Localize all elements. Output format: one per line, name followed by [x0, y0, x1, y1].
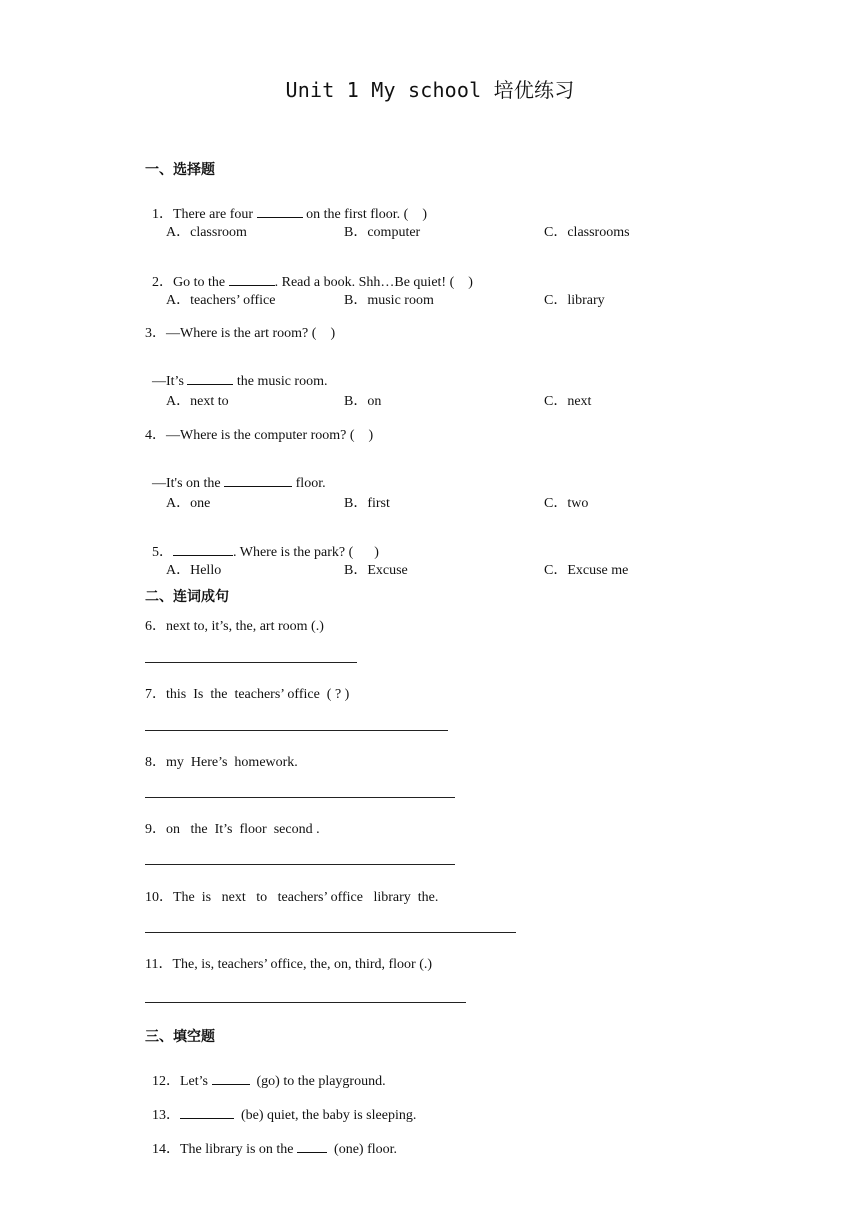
question-2: [145, 255, 473, 291]
question-8: 8．my Here’s homework.: [145, 755, 298, 770]
question-10: 10．The is next to teachers’ office library the.: [145, 890, 439, 905]
question-4-answer-line: [145, 458, 326, 492]
question-7: 7．this Is the teachers’ office ( ? ): [145, 687, 350, 702]
option-a[interactable]: A．teachers’ office: [166, 293, 276, 308]
answer-blank[interactable]: [297, 1140, 327, 1153]
question-text: on the first floor. ( ): [302, 207, 427, 222]
question-13: [145, 1088, 416, 1124]
option-c[interactable]: C．next: [544, 394, 592, 409]
option-a[interactable]: A．one: [166, 496, 211, 511]
option-a[interactable]: A．next to: [166, 394, 229, 409]
option-b[interactable]: B．on: [344, 394, 382, 409]
question-text: 12．Let’s: [152, 1074, 212, 1089]
section-heading-fill: 三、填空题: [145, 1029, 215, 1045]
answer-line[interactable]: [145, 1002, 466, 1003]
question-text: 14．The library is on the: [152, 1142, 298, 1157]
answer-blank[interactable]: [212, 1072, 250, 1085]
answer-blank[interactable]: [180, 1106, 234, 1119]
question-text: . Read a book. Shh…Be quiet! ( ): [274, 275, 473, 290]
question-3: 3．—Where is the art room? ( ): [145, 326, 336, 341]
question-text: the music room.: [233, 374, 328, 389]
question-text: (be) quiet, the baby is sleeping.: [234, 1108, 417, 1123]
option-b[interactable]: B．music room: [344, 293, 434, 308]
question-4: 4．—Where is the computer room? ( ): [145, 428, 374, 443]
question-11: 11．The, is, teachers’ office, the, on, third, floor (.): [145, 957, 433, 972]
answer-line[interactable]: [145, 932, 516, 933]
question-text: 2．Go to the: [152, 275, 229, 290]
answer-line[interactable]: [145, 730, 448, 731]
question-12: [145, 1054, 386, 1090]
answer-line[interactable]: [145, 797, 455, 798]
option-c[interactable]: C．classrooms: [544, 225, 630, 240]
question-9: 9．on the It’s floor second .: [145, 822, 320, 837]
answer-blank[interactable]: [173, 543, 233, 556]
answer-blank[interactable]: [257, 205, 303, 218]
option-a[interactable]: A．Hello: [166, 563, 222, 578]
answer-line[interactable]: [145, 864, 455, 865]
question-text: . Where is the park? ( ): [233, 545, 379, 560]
option-c[interactable]: C．two: [544, 496, 589, 511]
section-heading-sentence: 二、连词成句: [145, 589, 229, 605]
question-text: (go) to the playground.: [249, 1074, 386, 1089]
option-b[interactable]: B．computer: [344, 225, 421, 240]
question-text: (one) floor.: [327, 1142, 398, 1157]
option-b[interactable]: B．first: [344, 496, 390, 511]
question-1: [145, 187, 427, 223]
option-c[interactable]: C．library: [544, 293, 605, 308]
option-a[interactable]: A．classroom: [166, 225, 247, 240]
answer-blank[interactable]: [229, 273, 275, 286]
answer-blank[interactable]: [187, 372, 233, 385]
question-text: 1．There are four: [152, 207, 257, 222]
question-3-answer-line: [145, 356, 328, 390]
question-14: [145, 1122, 397, 1158]
section-heading-choice: 一、选择题: [145, 162, 215, 178]
question-text: —It’s: [152, 374, 188, 389]
option-b[interactable]: B．Excuse: [344, 563, 408, 578]
question-text: 13．: [152, 1108, 180, 1123]
question-text: 5．: [152, 545, 173, 560]
question-5: [145, 525, 379, 561]
question-text: —It's on the: [152, 476, 225, 491]
answer-line[interactable]: [145, 662, 357, 663]
page-title: Unit 1 My school 培优练习: [285, 78, 575, 102]
option-c[interactable]: C．Excuse me: [544, 563, 629, 578]
question-6: 6．next to, it’s, the, art room (.): [145, 619, 324, 634]
question-text: floor.: [292, 476, 326, 491]
answer-blank[interactable]: [224, 474, 292, 487]
